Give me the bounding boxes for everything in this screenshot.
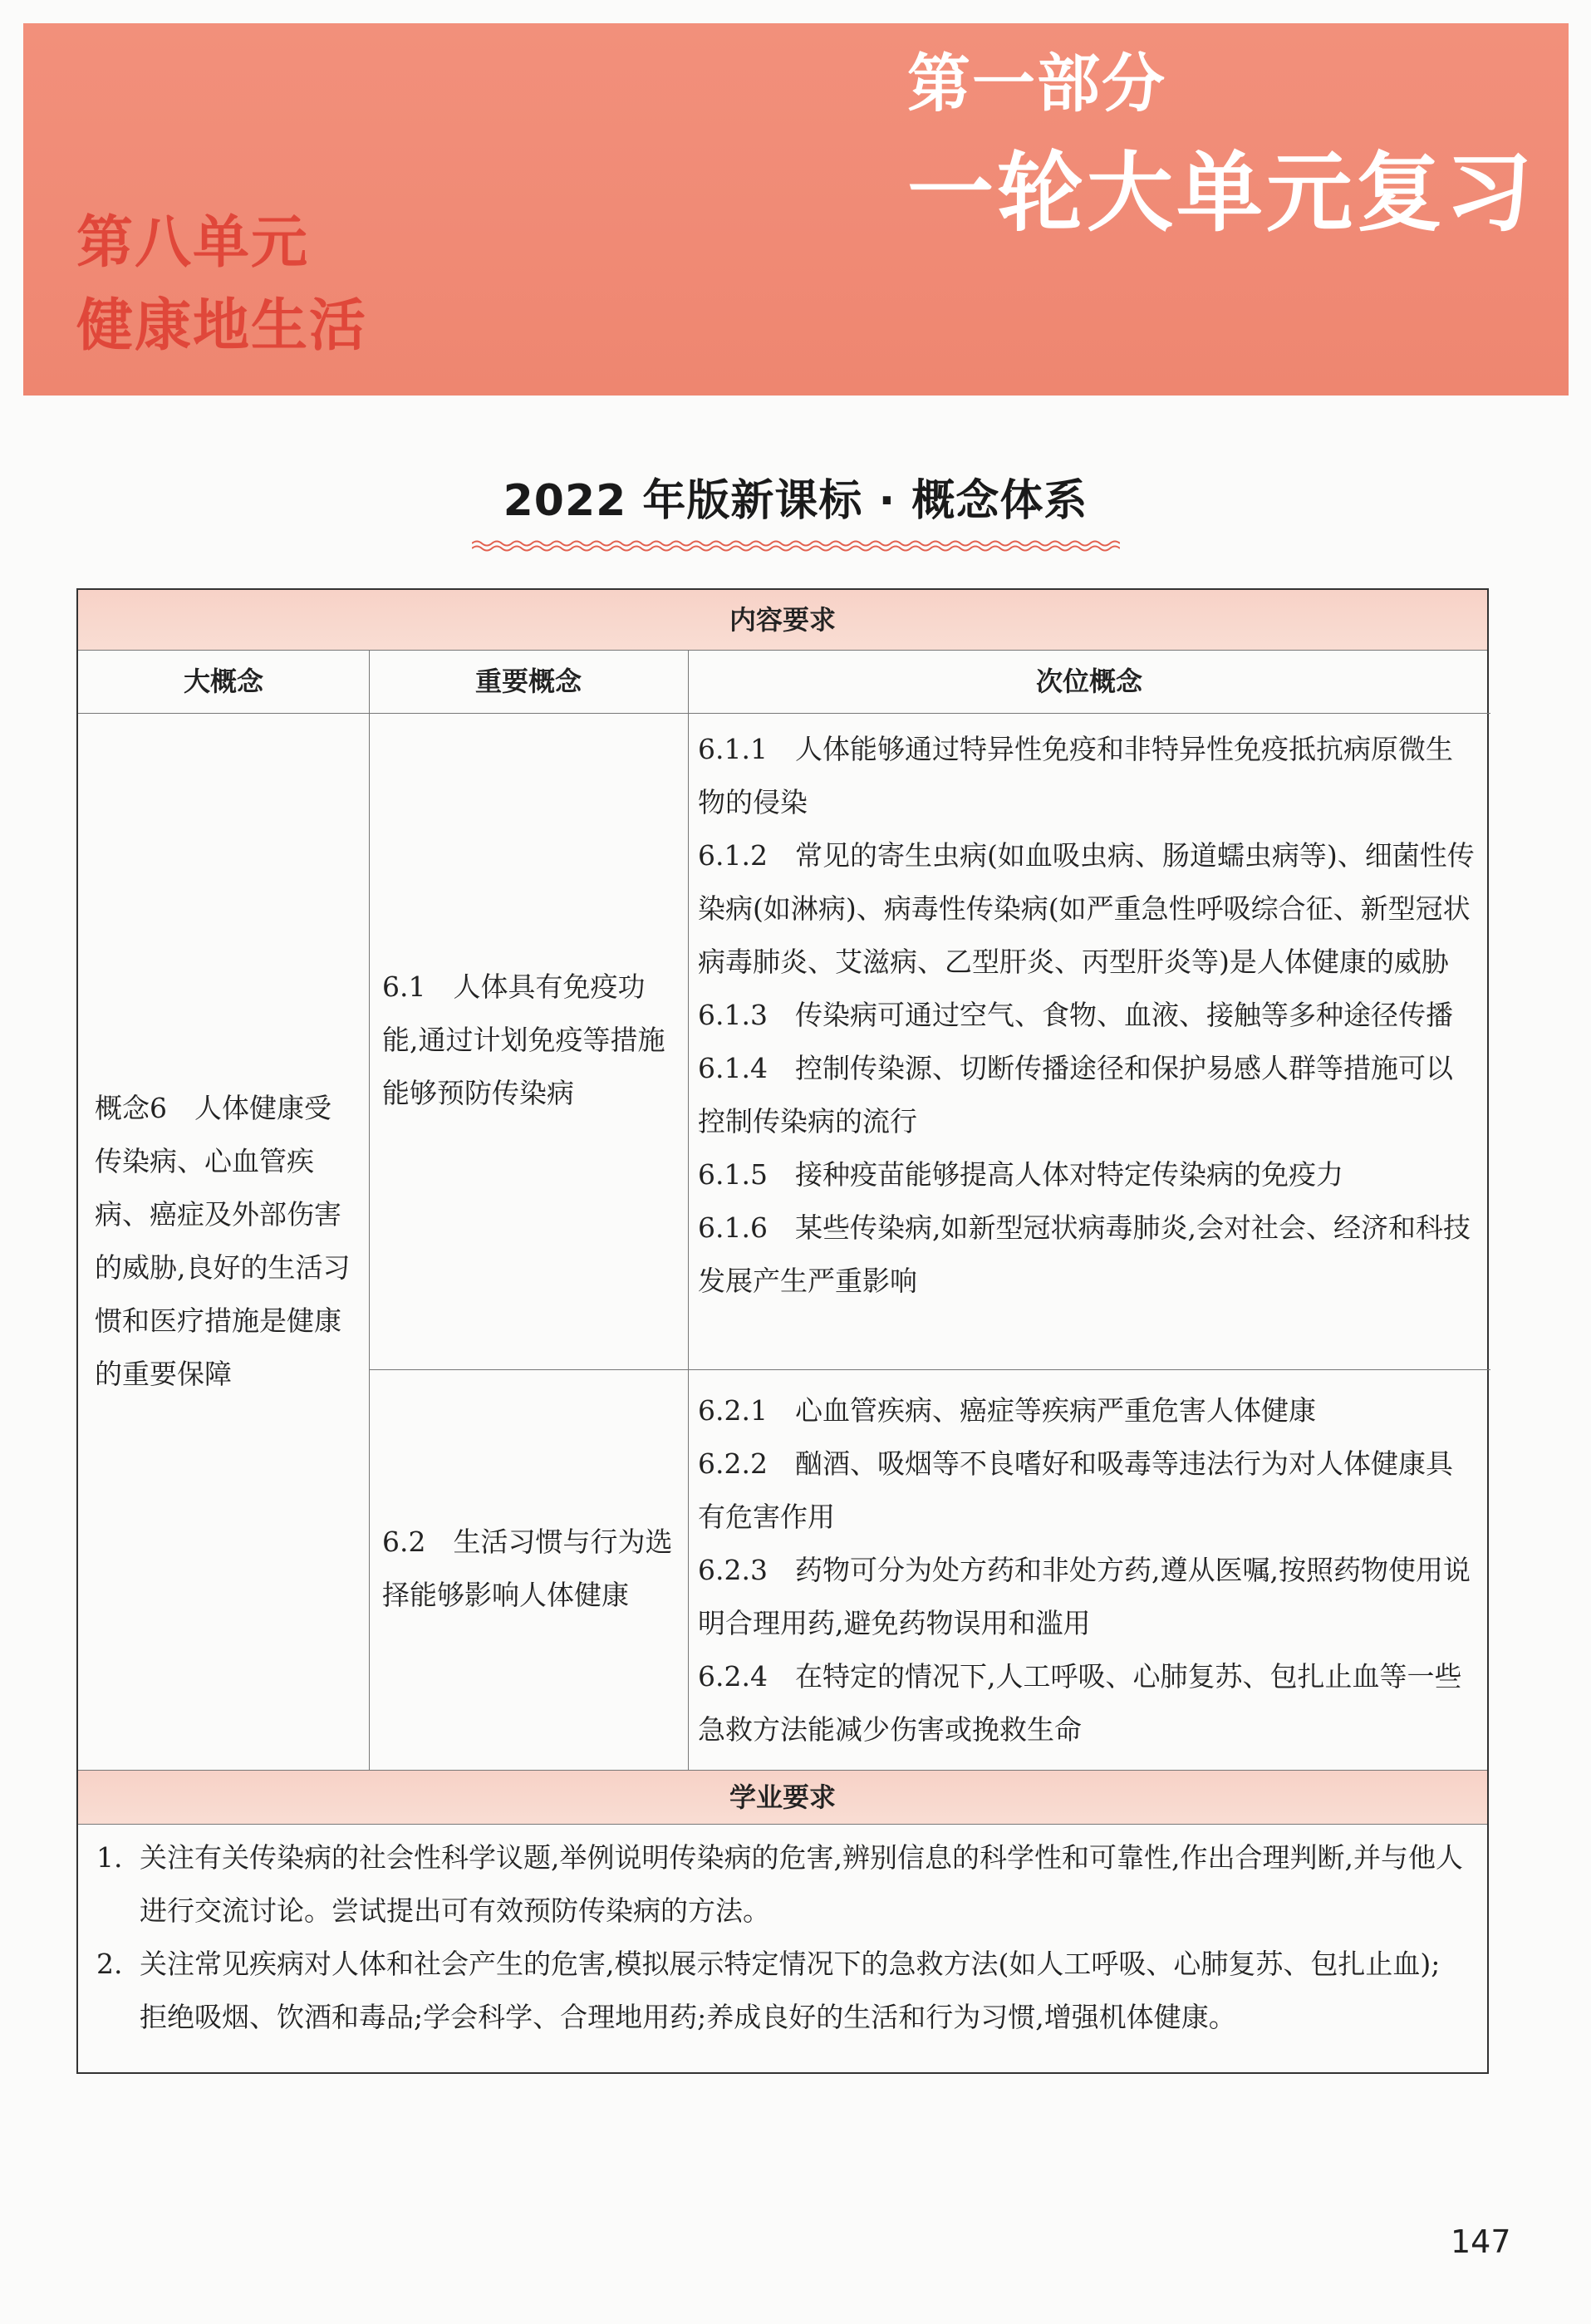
col-header-sub-concept: 次位概念 — [688, 650, 1490, 714]
sub-concept-item: 6.2.4 在特定的情况下,人工呼吸、心肺复苏、包扎止血等一些急救方法能减少伤害或挽救生命 — [698, 1660, 1462, 1746]
sub-concept-item: 6.2.1 心血管疾病、癌症等疾病严重危害人体健康 — [698, 1394, 1316, 1427]
part-label: 第一部分 — [907, 47, 1166, 120]
sub-concept-item: 6.1.2 常见的寄生虫病(如血吸虫病、肠道蠕虫病等)、细菌性传染病(如淋病)、病毒性传染病(如严重急性呼吸综合征、新型冠状病毒肺炎、艾滋病、乙型肝炎、丙型肝炎等)是人体健康的威胁 — [698, 839, 1475, 978]
page-number: 147 — [1451, 2223, 1511, 2260]
important-concept-6-1: 6.1 人体具有免疫功能,通过计划免疫等措施能够预防传染病 — [382, 970, 665, 1109]
col-header-important-concept: 重要概念 — [369, 650, 688, 714]
sub-concept-item: 6.1.6 某些传染病,如新型冠状病毒肺炎,会对社会、经济和科技发展产生严重影响 — [698, 1211, 1471, 1297]
requirement-item — [96, 1831, 1467, 1938]
section-heading: 2022 年版新课标 · 概念体系 — [503, 476, 1088, 526]
column-divider — [688, 650, 689, 1770]
sub-concept-item: 6.2.3 药物可分为处方药和非处方药,遵从医嘱,按照药物使用说明合理用药,避免药物误用和滥用 — [698, 1554, 1471, 1639]
unit-label: 第八单元 — [76, 210, 310, 276]
sub-concepts-6-2 — [698, 1384, 1479, 1757]
requirement-number: 1. — [96, 1841, 123, 1874]
unit-title: 健康地生活 — [76, 293, 368, 359]
concept-table — [76, 588, 1489, 2074]
sub-concepts-6-1 — [698, 723, 1479, 1308]
row-divider — [369, 1369, 1490, 1370]
col-header-big-concept: 大概念 — [78, 650, 369, 714]
academic-requirements-band: 学业要求 — [78, 1770, 1487, 1825]
section-heading-wrap — [0, 465, 1591, 553]
requirement-item — [96, 1938, 1467, 2044]
sub-concept-item: 6.1.1 人体能够通过特异性免疫和非特异性免疫抵抗病原微生物的侵染 — [698, 733, 1453, 818]
sub-concept-item: 6.1.3 传染病可通过空气、食物、血液、接触等多种途径传播 — [698, 999, 1453, 1031]
requirement-number: 2. — [96, 1948, 123, 1980]
sub-concept-item: 6.1.4 控制传染源、切断传播途径和保护易感人群等措施可以控制传染病的流行 — [698, 1052, 1453, 1137]
academic-requirements-list — [96, 1831, 1467, 2044]
content-requirements-band: 内容要求 — [78, 590, 1487, 651]
wavy-underline — [472, 539, 1120, 553]
column-divider — [369, 650, 370, 1770]
requirement-text: 关注有关传染病的社会性科学议题,举例说明传染病的危害,辨别信息的科学性和可靠性,作出合理判断,并与他人进行交流讨论。尝试提出可有效预防传染病的方法。 — [140, 1841, 1463, 1927]
sub-concept-item: 6.2.2 酗酒、吸烟等不良嗜好和吸毒等违法行为对人体健康具有危害作用 — [698, 1447, 1453, 1533]
part-title: 一轮大单元复习 — [907, 142, 1536, 243]
important-concept-6-2: 6.2 生活习惯与行为选择能够影响人体健康 — [382, 1526, 673, 1611]
big-concept-cell: 概念6 人体健康受传染病、心血管疾病、癌症及外部伤害的威胁,良好的生活习惯和医疗措施是健康的重要保障 — [95, 1092, 351, 1390]
requirement-text: 关注常见疾病对人体和社会产生的危害,模拟展示特定情况下的急救方法(如人工呼吸、心肺复苏、包扎止血);拒绝吸烟、饮酒和毒品;学会科学、合理地用药;养成良好的生活和行为习惯,增强机体健康。 — [140, 1948, 1441, 2033]
sub-concept-item: 6.1.5 接种疫苗能够提高人体对特定传染病的免疫力 — [698, 1158, 1343, 1191]
